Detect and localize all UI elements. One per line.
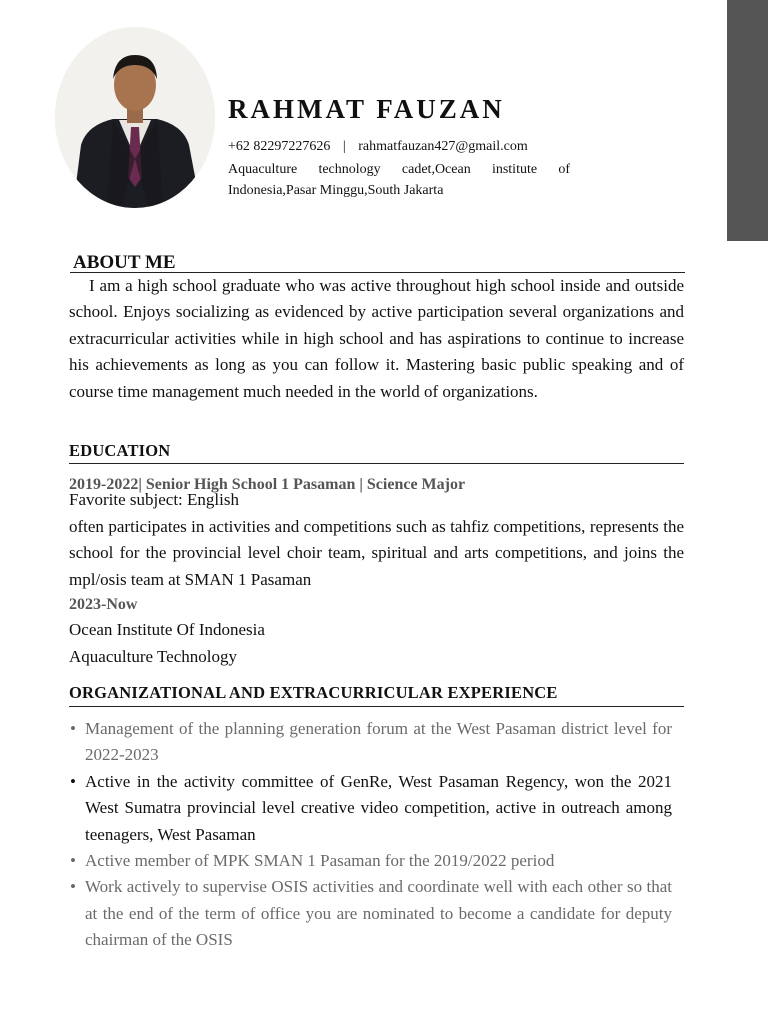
experience-item-text: Work actively to supervise OSIS activities and coordinate well with each other so that at the end of the term of office you are nominated to become a candidate for deputy chairman of the OSIS xyxy=(85,877,672,950)
bullet-icon: • xyxy=(70,771,76,791)
candidate-name: RAHMAT FAUZAN xyxy=(228,94,505,124)
education-heading: EDUCATION xyxy=(69,441,171,460)
experience-list xyxy=(68,716,672,954)
experience-item-text: Management of the planning generation forum at the West Pasaman district level for 2022-2023 xyxy=(85,719,672,765)
education-period-1: 2019-2022| Senior High School 1 Pasaman | Science Major xyxy=(69,476,466,493)
bullet-icon: • xyxy=(70,719,76,738)
experience-item xyxy=(68,769,672,848)
contact-line xyxy=(228,139,528,155)
about-heading: ABOUT ME xyxy=(73,252,176,273)
favorite-subject: Favorite subject: English xyxy=(69,490,239,509)
about-text: I am a high school graduate who was active throughout high school inside and outside school. Enjoys socializing as evidenced by active participation several organizations and extracurricular activities while in high school and has aspirations to continue to increase his achievements as long as you can follow it. Mastering basic public speaking and of course time management much needed in the world of organizations. xyxy=(69,276,684,401)
side-accent-bar xyxy=(727,0,768,241)
profile-photo xyxy=(55,27,215,208)
education-period-2: 2023-Now xyxy=(69,596,138,613)
experience-item xyxy=(68,848,672,874)
experience-item-text: Active in the activity committee of GenRe, West Pasaman Regency, won the 2021 West Sumatra provincial level creative video competition, active in outreach among teenagers, West Pasaman xyxy=(85,771,672,844)
education-divider xyxy=(69,463,684,464)
experience-item xyxy=(68,874,672,953)
education-description: often participates in activities and competitions such as tahfiz competitions, represents the school for the provincial level choir team, spiritual and arts competitions, and joins the mpl/osis team at SMAN 1 Pasaman xyxy=(69,517,684,589)
address-line-1: Aquaculture technology cadet,Ocean institute of xyxy=(228,162,570,177)
email-address: rahmatfauzan427@gmail.com xyxy=(358,139,528,154)
education-institution: Ocean Institute Of Indonesia xyxy=(69,620,265,639)
contact-separator: | xyxy=(342,139,346,154)
experience-heading: ORGANIZATIONAL AND EXTRACURRICULAR EXPERIENCE xyxy=(69,683,558,702)
bullet-icon: • xyxy=(70,851,76,871)
experience-divider xyxy=(69,706,684,707)
address-line-2: Indonesia,Pasar Minggu,South Jakarta xyxy=(228,183,444,198)
phone-number: +62 82297227626 xyxy=(228,139,331,154)
experience-item-text: Active member of MPK SMAN 1 Pasaman for the 2019/2022 period xyxy=(85,851,555,871)
education-program: Aquaculture Technology xyxy=(69,647,237,666)
experience-item xyxy=(68,716,672,769)
bullet-icon: • xyxy=(70,877,76,897)
